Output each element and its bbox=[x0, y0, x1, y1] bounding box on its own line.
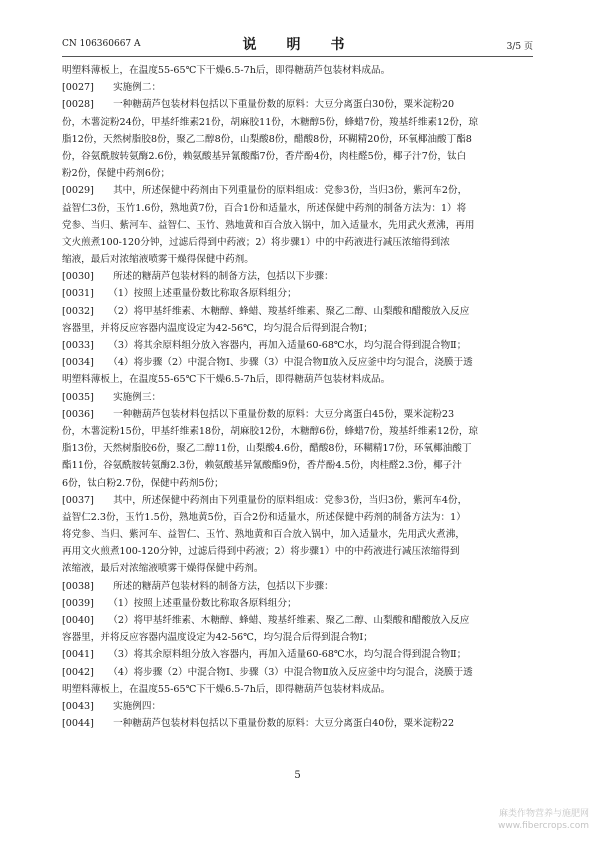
text-line: 明塑料薄板上，在温度55-65℃下干燥6.5-7h后，即得糖葫芦包装材料成品。 bbox=[62, 683, 391, 695]
text-line: [0028] 一种糖葫芦包装材料包括以下重量份数的原料：大豆分离蛋白30份，粟米淀粉20 bbox=[62, 99, 455, 111]
text-line: [0034] （4）将步骤（2）中混合物Ⅰ、步骤（3）中混合物Ⅱ放入反应釜中均匀混合，浇膜于透 bbox=[62, 357, 473, 369]
page-indicator: 3/5 页 bbox=[506, 42, 533, 52]
text-line: 再用文火煎煮100-120分钟，过滤后得到中药液；2）将步骤1）中的中药液进行减压浓缩得到 bbox=[62, 546, 460, 558]
text-line: [0032] （2）将甲基纤维素、木糖醇、蜂蜡、羧基纤维素、聚乙二醇、山梨酸和醋酸放入反应 bbox=[62, 305, 470, 317]
text-line: [0040] （2）将甲基纤维素、木糖醇、蜂蜡、羧基纤维素、聚乙二醇、山梨酸和醋酸放入反应 bbox=[62, 615, 470, 626]
header-rule bbox=[62, 56, 533, 57]
text-line: [0041] （3）将其余原料组分放入容器内，再加入适量60-68℃水，均匀混合得到混合物Ⅱ； bbox=[62, 649, 467, 661]
text-line: 益智仁3份，玉竹1.6份，熟地黄7份，百合1份和适量水，所述保健中药剂的制备方法为：1）将 bbox=[62, 202, 467, 214]
text-line: [0039] （1）按照上述重量份数比称取各原料组分； bbox=[62, 597, 297, 609]
document-title: 说 明 书 bbox=[242, 37, 353, 53]
watermark-cn: 麻类作物营养与施肥网 bbox=[498, 809, 589, 819]
text-line: [0043] 实施例四： bbox=[62, 700, 162, 712]
text-line: 将党参、当归、紫河车、益智仁、玉竹、熟地黄和百合放入锅中，加入适量水，先用武火煮沸， bbox=[62, 529, 465, 541]
page-header bbox=[62, 34, 533, 54]
patent-number: CN 106360667 A bbox=[62, 39, 141, 49]
document-body bbox=[62, 62, 532, 732]
text-line: 缩液，最后对浓缩液喷雾干燥得保健中药剂。 bbox=[62, 254, 254, 266]
text-line: 份，谷氨酰胺转氨酶2.6份，赖氨酸基异氰酸酯7份，香芹酚4份，肉桂醛5份，椰子汁7份，钛白 bbox=[62, 150, 467, 162]
text-line: [0033] （3）将其余原料组分放入容器内，再加入适量60-68℃水，均匀混合得到混合物Ⅱ； bbox=[62, 340, 467, 351]
text-line: [0035] 实施例三： bbox=[62, 391, 162, 403]
text-line: 脂13份，天然树脂胶6份，聚乙二醇11份，山梨酸4.6份，醋酸8份，环糊精17份，环氧椰油酸丁 bbox=[62, 443, 472, 455]
text-line: 容器里，并将反应容器内温度设定为42-56℃，均匀混合后得到混合物Ⅰ； bbox=[62, 322, 373, 334]
text-line: 粉2份，保健中药剂6份； bbox=[62, 168, 171, 180]
text-line: 明塑料薄板上，在温度55-65℃下干燥6.5-7h后，即得糖葫芦包装材料成品。 bbox=[62, 65, 391, 76]
text-line: [0030] 所述的糖葫芦包装材料的制备方法，包括以下步骤： bbox=[62, 271, 334, 283]
text-line: [0027] 实施例二： bbox=[62, 82, 162, 94]
text-line: 浓缩液，最后对浓缩液喷雾干燥得保健中药剂。 bbox=[62, 563, 264, 575]
text-line: [0038] 所述的糖葫芦包装材料的制备方法，包括以下步骤： bbox=[62, 580, 334, 592]
text-line: [0036] 一种糖葫芦包装材料包括以下重量份数的原料：大豆分离蛋白45份，粟米淀粉23 bbox=[62, 408, 455, 420]
page-number: 5 bbox=[294, 770, 301, 781]
text-line: [0037] 其中，所述保健中药剂由下列重量份的原料组成：党参3份，当归3份，紫河车4份， bbox=[62, 494, 468, 506]
text-line: [0029] 其中，所述保健中药剂由下列重量份的原料组成：党参3份，当归3份，紫河车2份， bbox=[62, 185, 468, 197]
text-line: 党参、当归、紫河车、益智仁、玉竹、熟地黄和百合放入锅中，加入适量水，先用武火煮沸，再用 bbox=[62, 219, 475, 231]
text-line: 份，木薯淀粉24份，甲基纤维素21份，胡麻胶11份，木糖醇5份，蜂蜡7份，羧基纤维素12份，琼 bbox=[62, 116, 479, 128]
text-line: 益智仁2.3份，玉竹1.5份，熟地黄5份，百合2份和适量水，所述保健中药剂的制备方法为：1） bbox=[62, 511, 466, 523]
watermark bbox=[498, 808, 589, 832]
text-line: 份，木薯淀粉15份，甲基纤维素18份，胡麻胶12份，木糖醇6份，蜂蜡7份，羧基纤维素12份，琼 bbox=[62, 425, 479, 437]
text-line: 明塑料薄板上，在温度55-65℃下干燥6.5-7h后，即得糖葫芦包装材料成品。 bbox=[62, 374, 391, 386]
text-line: [0031] （1）按照上述重量份数比称取各原料组分； bbox=[62, 288, 297, 300]
text-line: 文火煎煮100-120分钟，过滤后得到中药液；2）将步骤1）中的中药液进行减压浓缩得到浓 bbox=[62, 236, 450, 248]
text-line: 容器里，并将反应容器内温度设定为42-56℃，均匀混合后得到混合物Ⅰ； bbox=[62, 632, 373, 644]
text-line: [0042] （4）将步骤（2）中混合物Ⅰ、步骤（3）中混合物Ⅱ放入反应釜中均匀混合，浇膜于透 bbox=[62, 666, 473, 678]
watermark-url: www.fibercrops.com bbox=[498, 821, 589, 831]
text-line: 6份，钛白粉2.7份，保健中药剂5份； bbox=[62, 477, 224, 489]
text-line: [0044] 一种糖葫芦包装材料包括以下重量份数的原料：大豆分离蛋白40份，粟米淀粉22 bbox=[62, 718, 455, 730]
text-line: 酯11份，谷氨酰胺转氨酶2.3份，赖氨酸基异氰酸酯9份，香芹酚4.5份，肉桂醛2.3份，椰子汁 bbox=[62, 460, 462, 472]
text-line: 脂12份，天然树脂胶8份，聚乙二醇8份，山梨酸8份，醋酸8份，环糊精20份，环氧椰油酸丁酯8 bbox=[62, 133, 472, 145]
